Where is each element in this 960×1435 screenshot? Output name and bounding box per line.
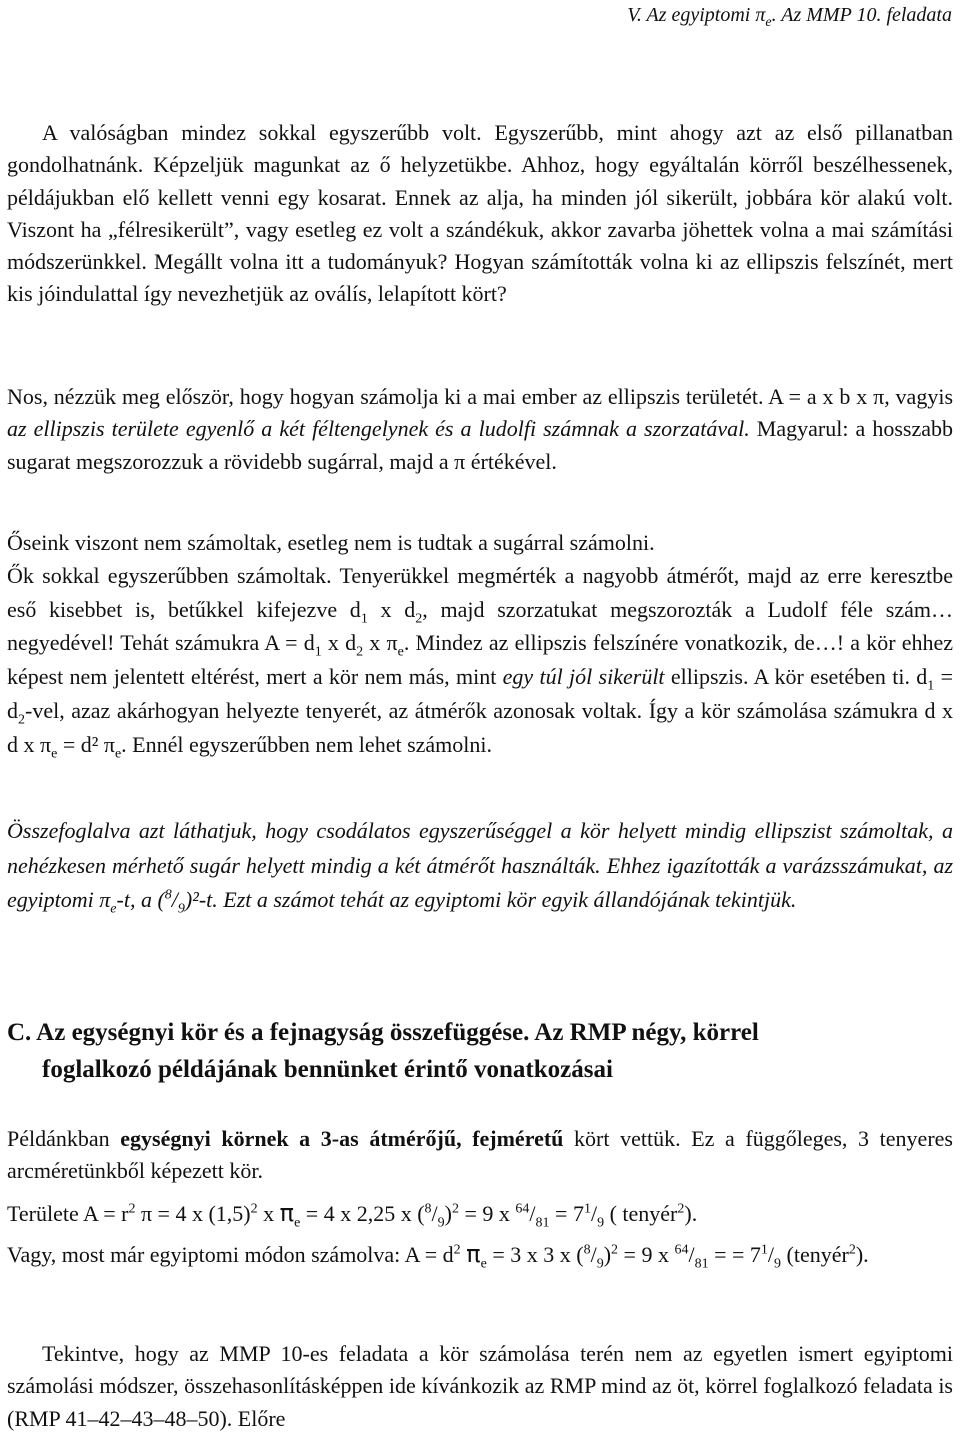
paragraph-rmp: Tekintve, hogy az MMP 10-es feladata a kör számolása terén nem az egyetlen ismert egyiptomi számolási módszer, összehasonlításképpen ide kívánkozik az RMP mind az öt, körrel foglalkozó feladata is (RMP 41–42–43–48–50). Előre xyxy=(7,1341,953,1431)
paragraph-ellipse-area: Nos, nézzük meg először, hogy hogyan számolja ki a mai ember az ellipszis területét. A = a x b x π, vagyis az ellipszis területe egyenlő a két féltengelynek és a ludolfi számnak a szorzatával. Magyarul: a hosszabb sugarat megszorozzuk a rövidebb sugárral, majd a π értékével. xyxy=(7,384,953,474)
paragraph-basket: A valóságban mindez sokkal egyszerűbb volt. Egyszerűbb, mint ahogy azt az első pillanatban gondolhatnánk. Képzeljük magunkat az ő helyzetükbe. Ahhoz, hogy egyáltalán körről beszélhessenek, példájukban elő kellett venni egy kosarat. Ennek az alja, ha minden jól sikerült, jobbára kör alakú volt. Viszont ha „félresikerült”, vagy esetleg ez volt a szándékuk, akkor zavarba jöhettek volna a mai számítási módszerünkkel. Megállt volna itt a tudományuk? Hogyan számították volna ki az ellipszis felszínét, mert kis jóindulattal így nevezhetjük az oválís, lelapított kört? xyxy=(7,120,953,307)
paragraph-egyptian-formula: Vagy, most már egyiptomi módon számolva: $A = d^2$ $\pi_e = 3$ x 3 x $(^8/_9)^2 = 9$ x $^{64}/_{81}$ = = $7^1/_9$ (tenyér$^2$). xyxy=(7,1240,869,1272)
paragraph-ancestors: Őseink viszont nem számoltak, esetleg nem is tudtak a sugárral számolni. xyxy=(7,530,655,555)
running-header: V. Az egyiptomi $\pi_e$. Az MMP 10. feladata xyxy=(627,4,952,30)
paragraph-summary: Összefoglalva azt láthatjuk, hogy csodálatos egyszerűséggel a kör helyett mindig ellipszist számoltak, a nehézkesen mérhető sugár helyett mindig a két átmérőt használták. Ehhez igazították a varázsszámukat, az egyiptomi $\pi_e-t$, a $(^8/_9)^2-t$. Ezt a számot tehát az egyiptomi kör egyik állandójának tekintjük. xyxy=(7,818,953,917)
paragraph-unit-circle: Példánkban egységnyi körnek a 3-as átmérőjű, fejméretű kört vettük. Ez a függőleges, 3 tenyeres arcméretünkből képezett kör. xyxy=(7,1126,953,1184)
paragraph-area-formula: Területe $A = r^2$ π = 4 x $(1,5)^2$ x $\pi_e = 4$ x 2,25 x $(^8/_9)^2 = 9$ x $^{64}/_{81} = 7^1/_9$ ( tenyér$^2$). xyxy=(7,1199,698,1231)
section-heading: C. Az egységnyi kör és a fejnagyság összefüggése. Az RMP négy, körrel foglalkozó példájának bennünket érintő vonatkozásai xyxy=(7,1019,759,1083)
paragraph-palm-measure: Ők sokkal egyszerűbben számoltak. Tenyerükkel megmérték a nagyobb átmérőt, majd az erre keresztbe eső kisebbet is, betűkkel kifejezve $d_1$ x $d_2$, majd szorzatukat megszorozták a Ludolf féle szám… negyedével! Tehát számukra $A = d_1$ x $d_2$ x $\pi_e$. Mindez az ellipszis felszínére vonatkozik, de…! a kör ehhez képest nem jelentett eltérést, mert a kör nem más, mint egy túl jól sikerült ellipszis. A kör esetében ti. $d_1 = d_2-vel$, azaz akárhogyan helyezte tenyerét, az átmérők azonosak voltak. Így a kör számolása számukra d x d x $\pi_e = d^2$ $\pi_e$. Ennél egyszerűbben nem lehet számolni. xyxy=(7,563,954,761)
